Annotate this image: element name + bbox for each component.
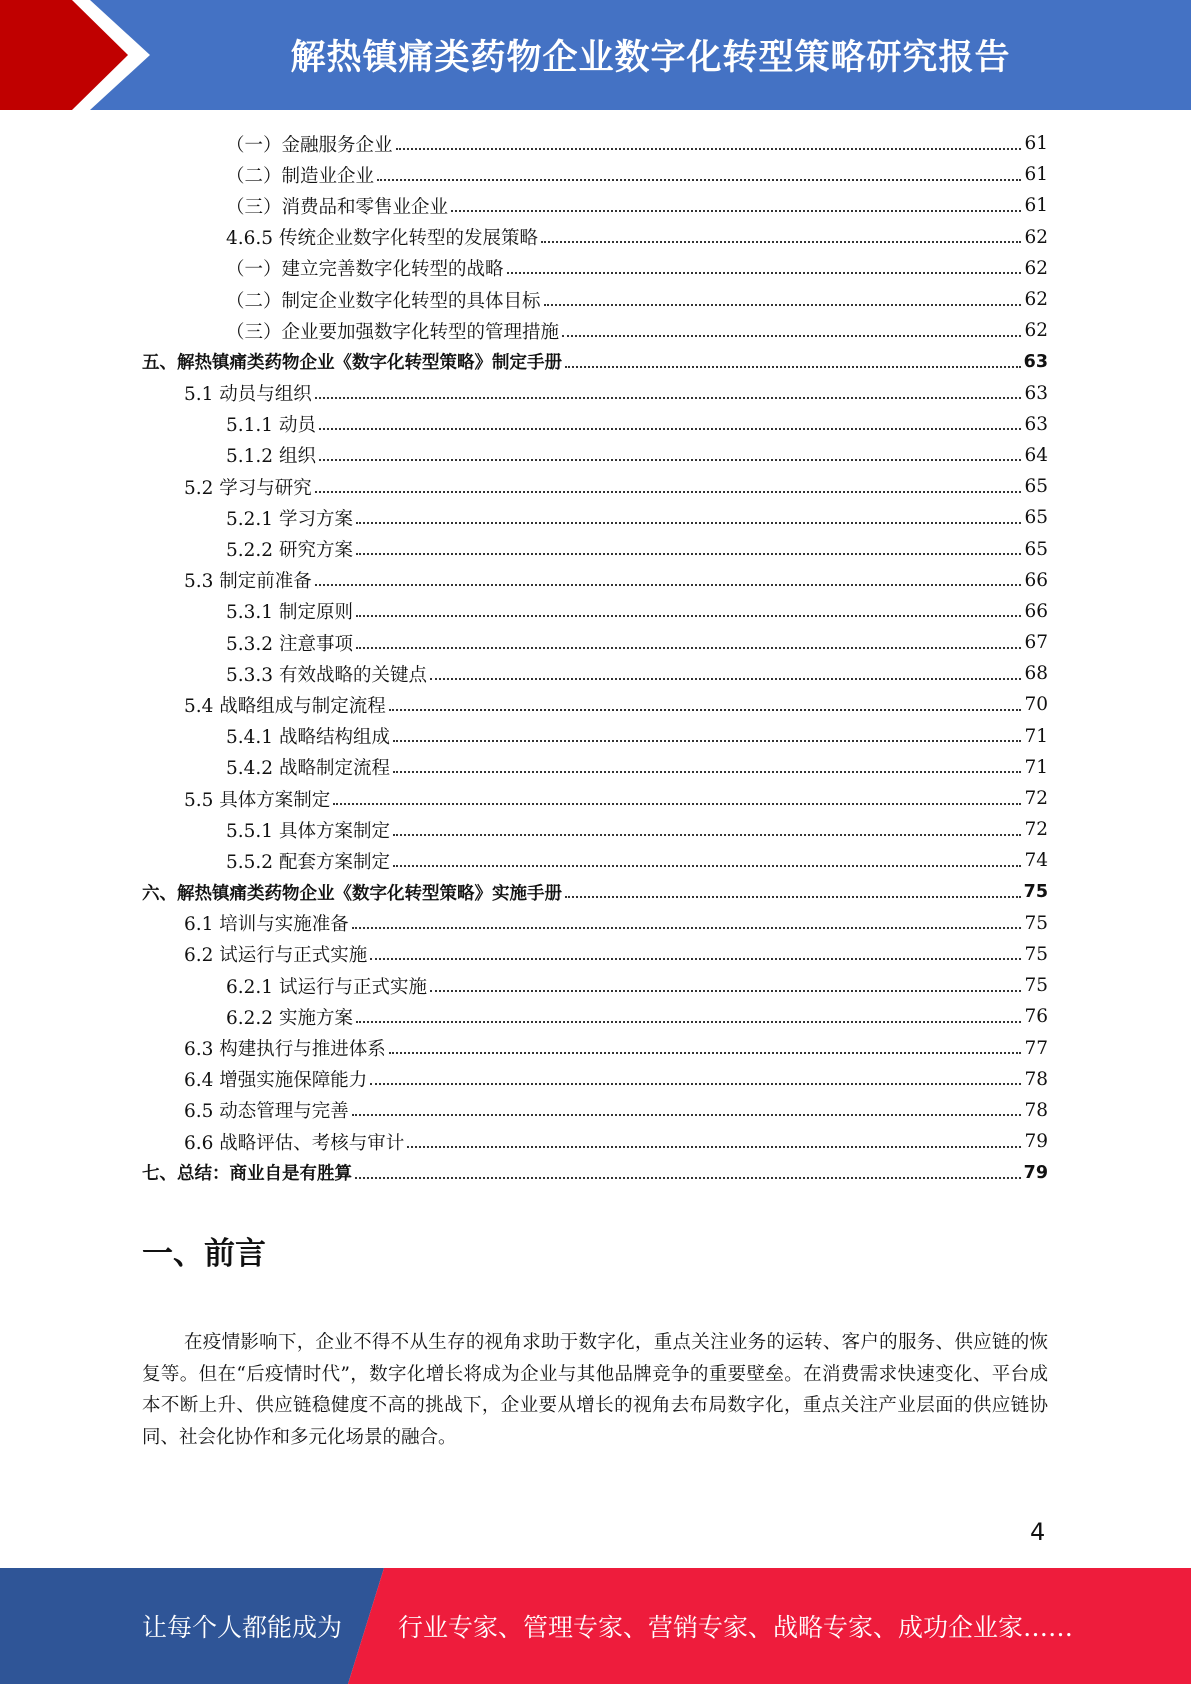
toc-leader-dots [393,834,1021,836]
toc-entry-label: 6.1 培训与实施准备 [184,914,349,936]
toc-entry-page: 62 [1024,226,1048,248]
toc-entry[interactable] [142,814,1048,845]
toc-leader-dots [541,241,1021,243]
toc-entry[interactable] [142,1095,1048,1126]
toc-entry-label: （二）制造业企业 [226,165,375,187]
toc-leader-dots [315,491,1022,493]
toc-entry-page: 75 [1024,975,1048,997]
toc-entry-page: 62 [1024,257,1048,279]
toc-entry-label: 5.1.2 组织 [226,446,316,468]
toc-leader-dots [352,927,1022,929]
toc-entry-page: 74 [1024,850,1048,872]
toc-leader-dots [544,304,1022,306]
toc-entry[interactable] [142,908,1048,939]
table-of-contents [142,128,1048,1188]
toc-entry[interactable] [142,346,1048,377]
toc-entry-label: （一）金融服务企业 [226,134,393,156]
toc-entry[interactable] [142,877,1048,908]
toc-leader-dots [396,148,1022,150]
toc-entry[interactable] [142,939,1048,970]
toc-leader-dots [356,647,1022,649]
toc-entry-page: 62 [1024,320,1048,342]
toc-leader-dots [393,771,1021,773]
toc-leader-dots [565,366,1021,368]
toc-entry-page: 61 [1024,133,1048,155]
toc-entry[interactable] [142,502,1048,533]
toc-entry-label: （三）企业要加强数字化转型的管理措施 [226,321,560,343]
toc-entry[interactable] [142,315,1048,346]
footer-slogan-right: 行业专家、管理专家、营销专家、战略专家、成功企业家…… [398,1613,1074,1642]
toc-entry[interactable] [142,1157,1048,1188]
toc-entry-label: （三）消费品和零售业企业 [226,196,449,218]
toc-entry-label: （一）建立完善数字化转型的战略 [226,259,504,281]
toc-entry-page: 66 [1024,569,1048,591]
toc-leader-dots [370,958,1021,960]
toc-entry[interactable] [142,970,1048,1001]
toc-entry[interactable] [142,409,1048,440]
toc-entry[interactable] [142,159,1048,190]
toc-entry-label: （二）制定企业数字化转型的具体目标 [226,290,541,312]
toc-entry[interactable] [142,440,1048,471]
footer-slogan-left: 让每个人都能成为 [142,1613,343,1642]
toc-entry-label: 5.3.1 制定原则 [226,602,353,624]
toc-entry-page: 63 [1024,382,1048,404]
toc-entry-label: 6.2.1 试运行与正式实施 [226,976,427,998]
toc-entry-label: 6.2 试运行与正式实施 [184,945,368,967]
toc-entry-page: 77 [1024,1037,1048,1059]
toc-entry-page: 71 [1024,756,1048,778]
toc-leader-dots [315,397,1022,399]
toc-leader-dots [389,1052,1022,1054]
toc-entry-label: 5.4.2 战略制定流程 [226,758,390,780]
toc-entry[interactable] [142,1126,1048,1157]
toc-entry-label: 5.2.2 研究方案 [226,540,353,562]
toc-leader-dots [370,1083,1021,1085]
toc-entry[interactable] [142,783,1048,814]
toc-entry-page: 78 [1024,1068,1048,1090]
toc-entry-label: 5.4.1 战略结构组成 [226,727,390,749]
toc-entry[interactable] [142,721,1048,752]
toc-entry[interactable] [142,658,1048,689]
toc-entry-label: 5.3.3 有效战略的关键点 [226,664,427,686]
toc-entry[interactable] [142,222,1048,253]
toc-entry-page: 65 [1024,507,1048,529]
toc-entry-page: 75 [1023,882,1048,903]
toc-leader-dots [565,896,1021,898]
toc-entry[interactable] [142,627,1048,658]
toc-entry-label: 七、总结：商业自是有胜算 [142,1164,352,1185]
report-title: 解热镇痛类药物企业数字化转型策略研究报告 [290,38,1011,78]
toc-entry-label: 5.2.1 学习方案 [226,508,353,530]
toc-entry-label: 5.4 战略组成与制定流程 [184,695,386,717]
toc-entry[interactable] [142,128,1048,159]
toc-entry-page: 63 [1024,413,1048,435]
toc-entry-label: 4.6.5 传统企业数字化转型的发展策略 [226,228,538,250]
toc-leader-dots [430,678,1021,680]
toc-entry-page: 65 [1024,476,1048,498]
toc-entry-page: 64 [1024,444,1048,466]
toc-leader-dots [562,335,1021,337]
toc-leader-dots [451,210,1021,212]
toc-entry-label: 5.3 制定前准备 [184,571,312,593]
section-heading: 一、前言 [142,1236,266,1272]
toc-entry-page: 62 [1024,289,1048,311]
toc-leader-dots [430,990,1021,992]
page-number: 4 [1030,1518,1046,1546]
toc-leader-dots [356,1021,1022,1023]
toc-entry-page: 68 [1024,663,1048,685]
toc-entry-page: 66 [1024,600,1048,622]
toc-entry[interactable] [142,1064,1048,1095]
toc-entry-page: 65 [1024,538,1048,560]
toc-entry-page: 79 [1023,1162,1048,1183]
toc-entry[interactable] [142,253,1048,284]
toc-entry[interactable] [142,565,1048,596]
toc-entry-page: 75 [1024,943,1048,965]
toc-entry-page: 79 [1024,1131,1048,1153]
toc-entry-label: 5.5.2 配套方案制定 [226,851,390,873]
toc-entry[interactable] [142,1032,1048,1063]
toc-leader-dots [407,1146,1021,1148]
toc-entry-label: 5.2 学习与研究 [184,477,312,499]
toc-entry-label: 5.3.2 注意事项 [226,633,353,655]
toc-leader-dots [393,740,1021,742]
toc-entry-label: 5.1.1 动员 [226,415,316,437]
toc-entry-page: 78 [1024,1099,1048,1121]
toc-entry[interactable] [142,845,1048,876]
toc-entry[interactable] [142,689,1048,720]
toc-entry-label: 6.6 战略评估、考核与审计 [184,1132,405,1154]
toc-entry-label: 五、解热镇痛类药物企业《数字化转型策略》制定手册 [142,353,562,374]
page-footer [0,1568,1191,1684]
toc-entry[interactable] [142,378,1048,409]
toc-entry-label: 5.5 具体方案制定 [184,789,331,811]
toc-leader-dots [315,584,1022,586]
toc-leader-dots [333,803,1021,805]
toc-entry-page: 75 [1024,912,1048,934]
toc-entry-page: 61 [1024,195,1048,217]
toc-entry-label: 6.3 构建执行与推进体系 [184,1039,386,1061]
toc-entry[interactable] [142,752,1048,783]
toc-entry-label: 5.1 动员与组织 [184,384,312,406]
toc-entry-page: 72 [1024,788,1048,810]
toc-entry-label: 6.5 动态管理与完善 [184,1101,349,1123]
toc-entry[interactable] [142,471,1048,502]
toc-entry-page: 61 [1024,164,1048,186]
toc-entry-label: 5.5.1 具体方案制定 [226,820,390,842]
toc-entry[interactable] [142,533,1048,564]
toc-entry-page: 76 [1024,1006,1048,1028]
header-arrow-decoration [0,0,160,110]
toc-leader-dots [355,1177,1021,1179]
page-header [0,0,1191,110]
toc-leader-dots [356,522,1022,524]
intro-paragraph: 在疫情影响下，企业不得不从生存的视角求助于数字化，重点关注业务的运转、客户的服务、供应链的恢复等。但在“后疫情时代”，数字化增长将成为企业与其他品牌竞争的重要壁垒。在消费需求快速变化、平台成本不断上升、供应链稳健度不高的挑战下，企业要从增长的视角去布局数字化，重点关注产业层面的供应链协同、社会化协作和多元化场景的融合。 [142,1332,1048,1448]
toc-entry-label: 六、解热镇痛类药物企业《数字化转型策略》实施手册 [142,883,562,904]
toc-entry-page: 63 [1023,351,1048,372]
toc-leader-dots [507,272,1022,274]
toc-entry-page: 72 [1024,819,1048,841]
toc-entry-label: 6.2.2 实施方案 [226,1007,353,1029]
toc-leader-dots [377,179,1021,181]
toc-leader-dots [393,865,1021,867]
toc-entry[interactable] [142,284,1048,315]
toc-leader-dots [356,553,1022,555]
toc-entry-page: 71 [1024,725,1048,747]
toc-entry-label: 6.4 增强实施保障能力 [184,1070,368,1092]
toc-entry[interactable] [142,1001,1048,1032]
toc-entry[interactable] [142,596,1048,627]
toc-entry-page: 67 [1024,632,1048,654]
toc-leader-dots [319,428,1022,430]
toc-entry[interactable] [142,190,1048,221]
toc-leader-dots [389,709,1022,711]
toc-leader-dots [352,1114,1022,1116]
toc-entry-page: 70 [1024,694,1048,716]
toc-leader-dots [356,615,1022,617]
toc-leader-dots [319,459,1022,461]
